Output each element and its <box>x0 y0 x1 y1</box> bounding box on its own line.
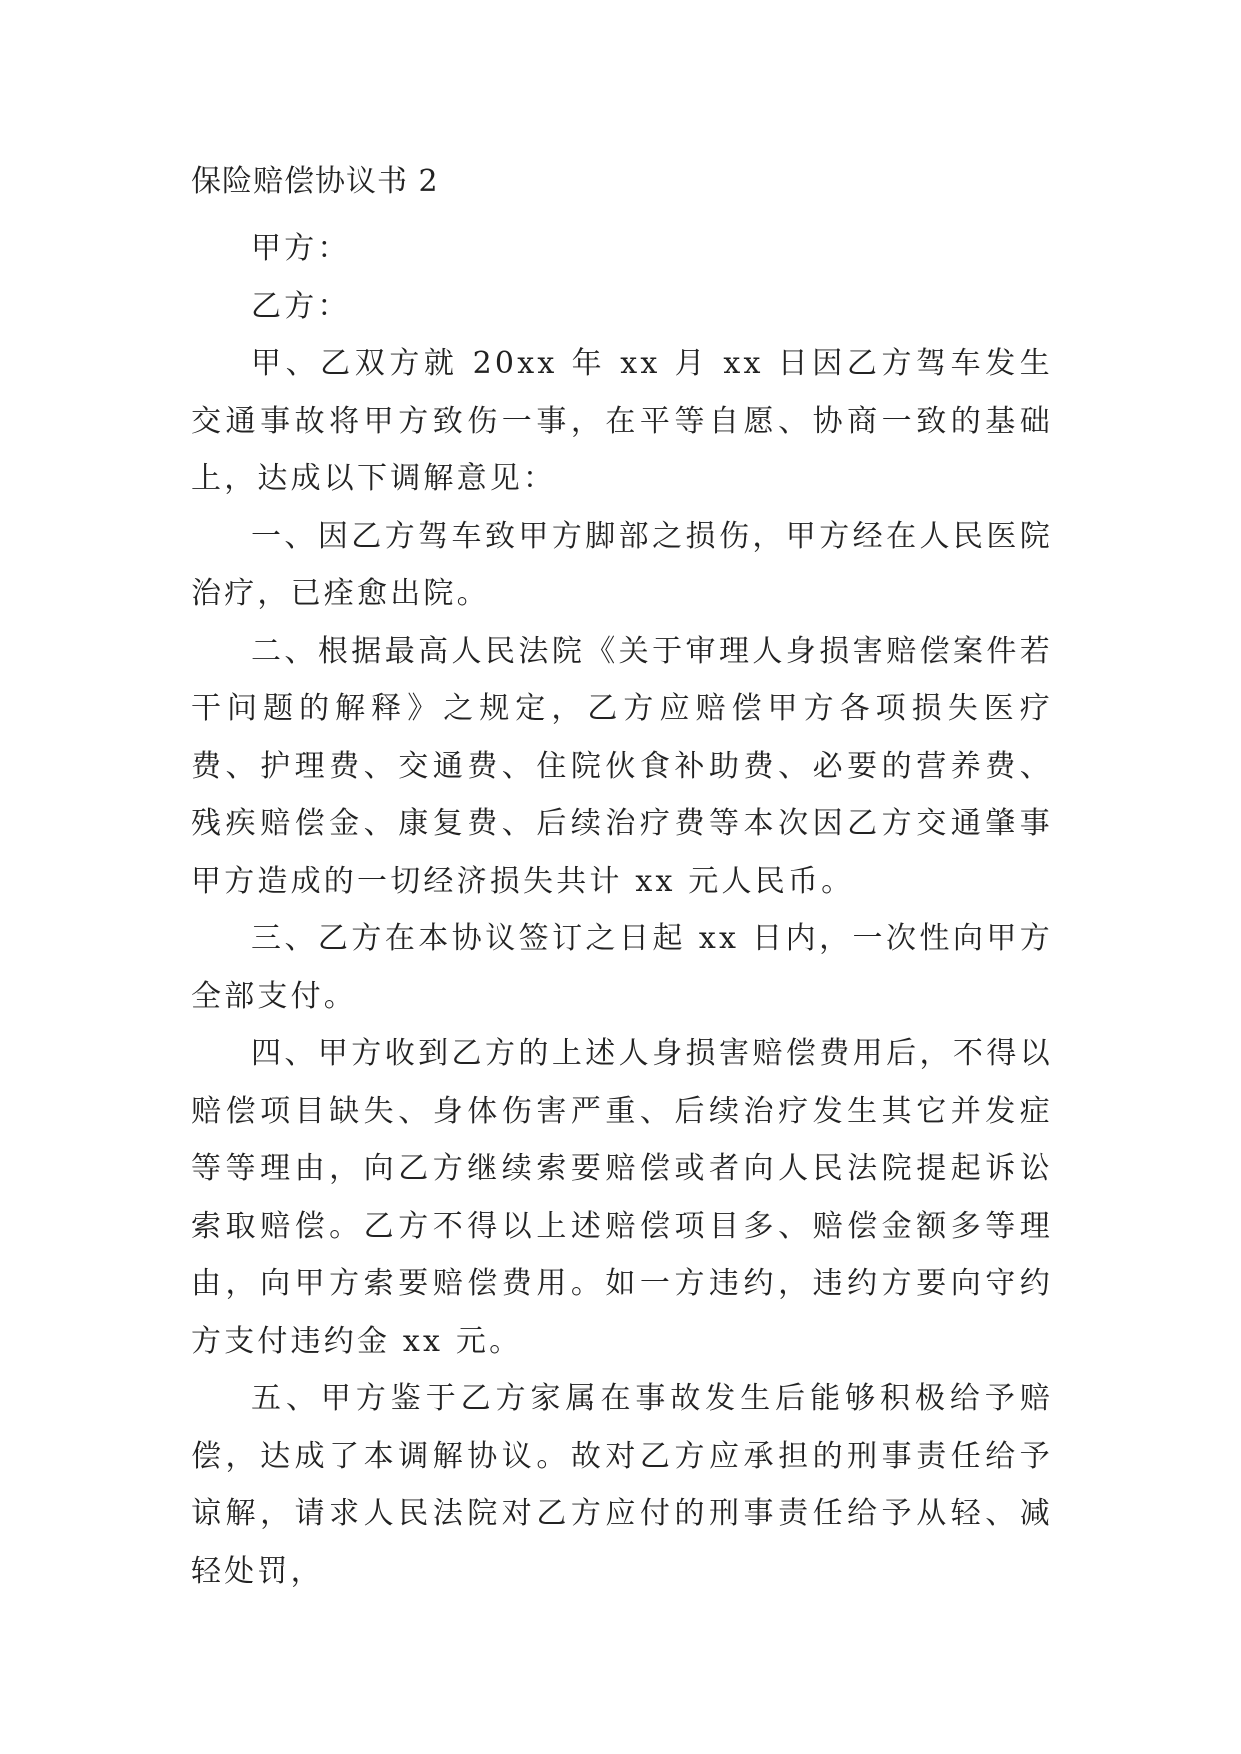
preamble-paragraph: 甲、乙双方就 20xx 年 xx 月 xx 日因乙方驾车发生交通事故将甲方致伤一事，在平等自愿、协商一致的基础上，达成以下调解意见： <box>191 346 1053 496</box>
party-b-line: 乙方： <box>251 288 351 324</box>
clause-4-paragraph: 四、甲方收到乙方的上述人身损害赔偿费用后，不得以赔偿项目缺失、身体伤害严重、后续治疗发生其它并发症等等理由，向乙方继续索要赔偿或者向人民法院提起诉讼索取赔偿。乙方不得以上述赔偿项目多、赔偿金额多等理由，向甲方索要赔偿费用。如一方违约，违约方要向守约方支付违约金 xx 元。 <box>191 1036 1053 1359</box>
clause-2-paragraph: 二、根据最高人民法院《关于审理人身损害赔偿案件若干问题的解释》之规定，乙方应赔偿甲方各项损失医疗费、护理费、交通费、住院伙食补助费、必要的营养费、残疾赔偿金、康复费、后续治疗费等本次因乙方交通肇事甲方造成的一切经济损失共计 xx 元人民币。 <box>191 633 1053 899</box>
party-a-line: 甲方： <box>251 231 351 266</box>
document-title: 保险赔偿协议书 2 <box>191 164 439 199</box>
clause-5-paragraph: 五、甲方鉴于乙方家属在事故发生后能够积极给予赔偿，达成了本调解协议。故对乙方应承担的刑事责任给予谅解，请求人民法院对乙方应付的刑事责任给予从轻、减轻处罚， <box>191 1381 1053 1589</box>
document-body <box>191 220 1053 1600</box>
clause-3-paragraph: 三、乙方在本协议签订之日起 xx 日内，一次性向甲方全部支付。 <box>191 921 1053 1014</box>
clause-1-paragraph: 一、因乙方驾车致甲方脚部之损伤，甲方经在人民医院治疗，已痊愈出院。 <box>191 518 1053 611</box>
